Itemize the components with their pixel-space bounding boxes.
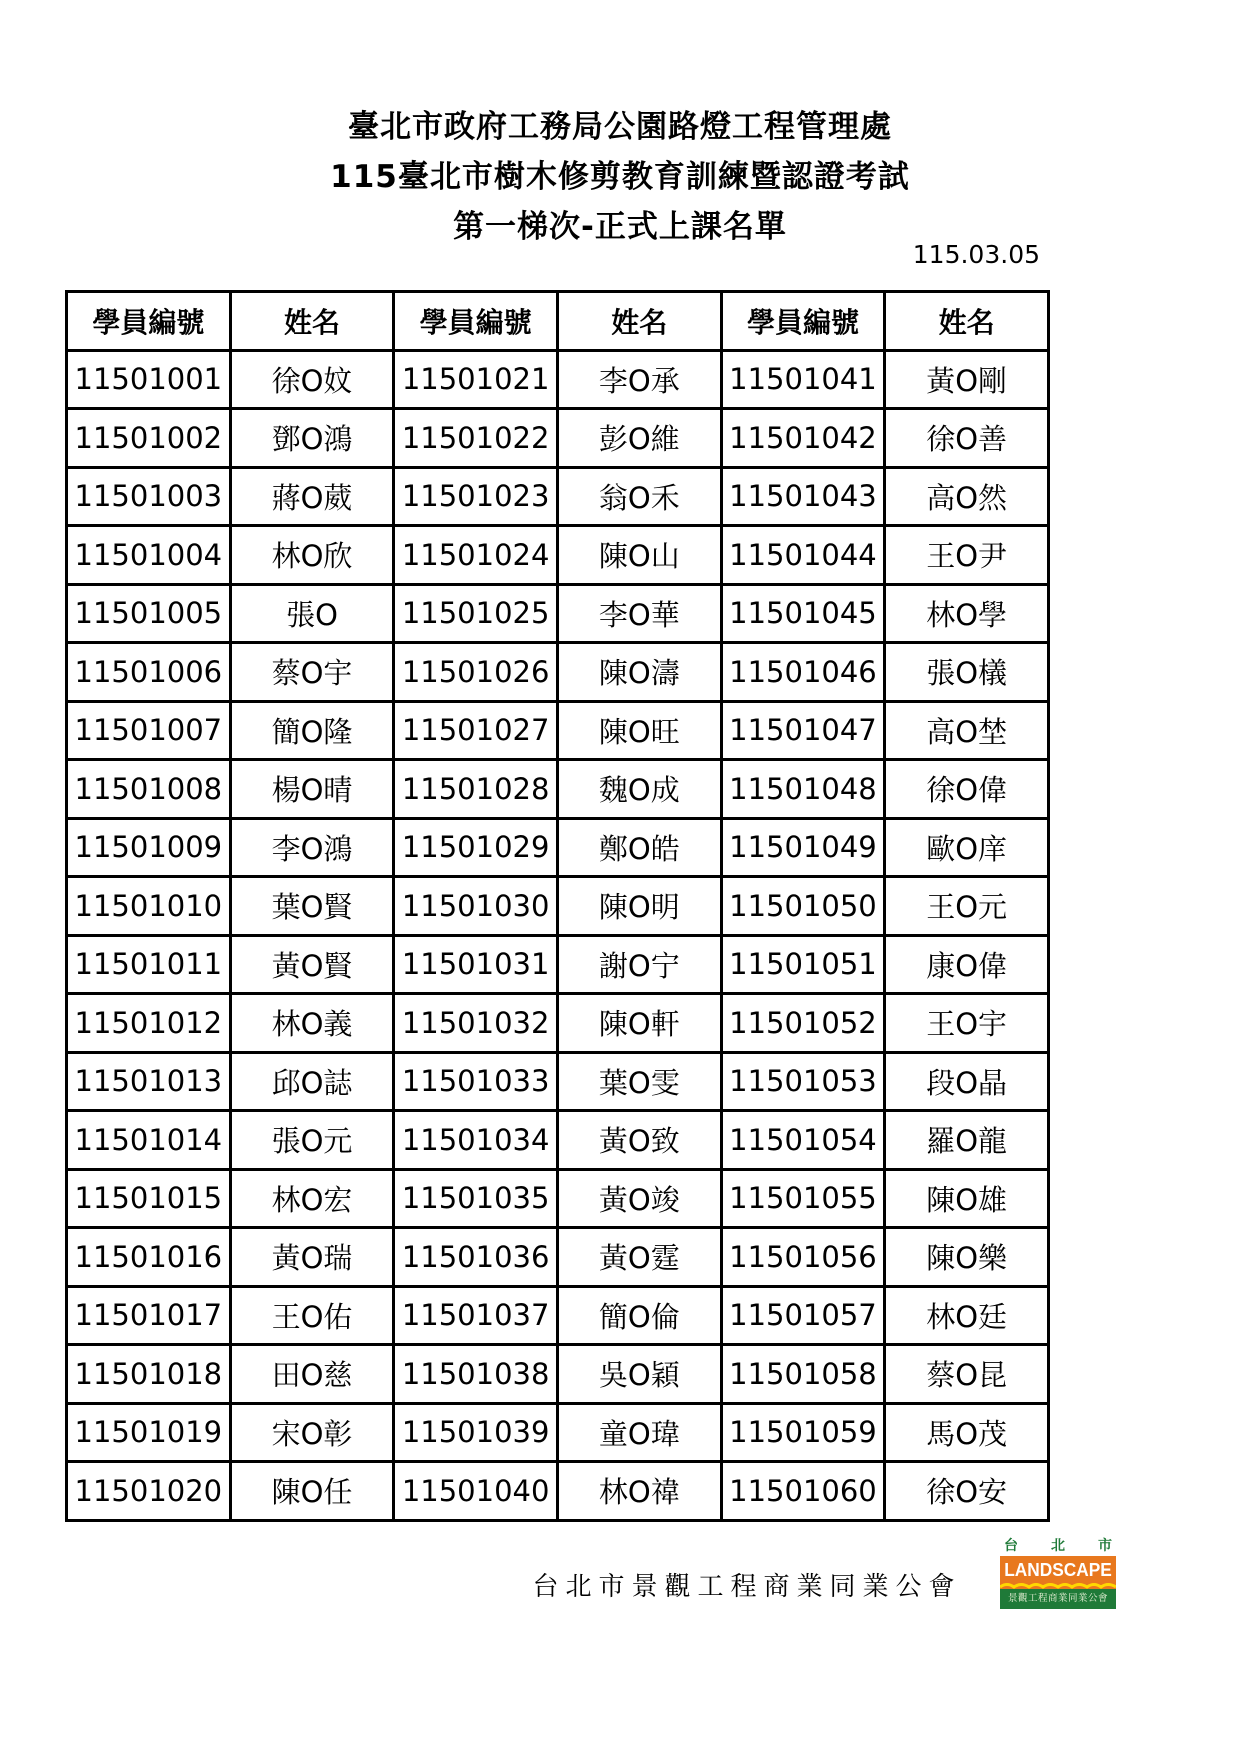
table-row	[67, 818, 1049, 877]
student-id-cell: 11501030	[394, 877, 558, 936]
student-name-cell: 徐O善	[885, 409, 1049, 468]
header-student-id: 學員編號	[67, 292, 231, 351]
header-student-name: 姓名	[885, 292, 1049, 351]
student-id-cell: 11501009	[67, 818, 231, 877]
table-row	[67, 701, 1049, 760]
student-id-cell: 11501054	[721, 1111, 885, 1170]
header-student-id: 學員編號	[721, 292, 885, 351]
student-id-cell: 11501020	[67, 1462, 231, 1521]
student-id-cell: 11501038	[394, 1345, 558, 1404]
table-row	[67, 409, 1049, 468]
logo-top-char: 市	[1098, 1538, 1112, 1554]
student-id-cell: 11501035	[394, 1169, 558, 1228]
student-name-cell: 林O欣	[230, 526, 394, 585]
student-id-cell: 11501034	[394, 1111, 558, 1170]
student-id-cell: 11501049	[721, 818, 885, 877]
student-id-cell: 11501031	[394, 935, 558, 994]
student-name-cell: 蔡O昆	[885, 1345, 1049, 1404]
student-name-cell: 徐O妏	[230, 350, 394, 409]
student-id-cell: 11501021	[394, 350, 558, 409]
student-name-cell: 高O然	[885, 467, 1049, 526]
student-id-cell: 11501026	[394, 643, 558, 702]
logo-bottom-text: 景觀工程商業同業公會	[1000, 1589, 1116, 1609]
student-id-cell: 11501032	[394, 994, 558, 1053]
wave-path	[1000, 1585, 1116, 1588]
student-name-cell: 林O禕	[557, 1462, 721, 1521]
student-id-cell: 11501058	[721, 1345, 885, 1404]
student-name-cell: 張O	[230, 584, 394, 643]
header-row	[67, 292, 1049, 351]
table-row	[67, 1052, 1049, 1111]
student-name-cell: 楊O晴	[230, 760, 394, 819]
student-name-cell: 陳O山	[557, 526, 721, 585]
student-id-cell: 11501016	[67, 1228, 231, 1287]
student-name-cell: 徐O偉	[885, 760, 1049, 819]
student-name-cell: 林O義	[230, 994, 394, 1053]
student-id-cell: 11501014	[67, 1111, 231, 1170]
student-name-cell: 高O埜	[885, 701, 1049, 760]
student-id-cell: 11501051	[721, 935, 885, 994]
table-row	[67, 877, 1049, 936]
table-row	[67, 1462, 1049, 1521]
student-name-cell: 康O偉	[885, 935, 1049, 994]
student-id-cell: 11501019	[67, 1403, 231, 1462]
student-name-cell: 鄧O鴻	[230, 409, 394, 468]
roster-table	[65, 290, 1050, 1522]
student-name-cell: 黃O賢	[230, 935, 394, 994]
student-id-cell: 11501025	[394, 584, 558, 643]
table-row	[67, 935, 1049, 994]
student-name-cell: 童O瑋	[557, 1403, 721, 1462]
student-name-cell: 黃O竣	[557, 1169, 721, 1228]
table-row	[67, 584, 1049, 643]
student-name-cell: 簡O隆	[230, 701, 394, 760]
student-id-cell: 11501015	[67, 1169, 231, 1228]
student-id-cell: 11501022	[394, 409, 558, 468]
footer-organization: 台北市景觀工程商業同業公會	[532, 1572, 962, 1602]
table-row	[67, 994, 1049, 1053]
student-id-cell: 11501013	[67, 1052, 231, 1111]
header-student-name: 姓名	[230, 292, 394, 351]
student-name-cell: 陳O雄	[885, 1169, 1049, 1228]
title-line-2: 115臺北市樹木修剪教育訓練暨認證考試	[330, 159, 910, 195]
table-row	[67, 1228, 1049, 1287]
student-name-cell: 陳O明	[557, 877, 721, 936]
logo-top-char: 台	[1004, 1538, 1018, 1554]
student-id-cell: 11501060	[721, 1462, 885, 1521]
student-name-cell: 宋O彰	[230, 1403, 394, 1462]
student-name-cell: 鄭O皓	[557, 818, 721, 877]
student-name-cell: 李O鴻	[230, 818, 394, 877]
student-id-cell: 11501018	[67, 1345, 231, 1404]
student-id-cell: 11501053	[721, 1052, 885, 1111]
student-name-cell: 張O檥	[885, 643, 1049, 702]
document-title	[0, 102, 1240, 252]
student-name-cell: 黃O瑞	[230, 1228, 394, 1287]
student-id-cell: 11501052	[721, 994, 885, 1053]
student-name-cell: 彭O維	[557, 409, 721, 468]
student-name-cell: 陳O旺	[557, 701, 721, 760]
logo-main-block	[1000, 1556, 1116, 1589]
table-row	[67, 1345, 1049, 1404]
student-id-cell: 11501011	[67, 935, 231, 994]
student-id-cell: 11501044	[721, 526, 885, 585]
student-id-cell: 11501028	[394, 760, 558, 819]
student-name-cell: 王O佑	[230, 1286, 394, 1345]
roster-body	[67, 350, 1049, 1520]
student-name-cell: 徐O安	[885, 1462, 1049, 1521]
student-id-cell: 11501050	[721, 877, 885, 936]
student-name-cell: 陳O軒	[557, 994, 721, 1053]
student-name-cell: 翁O禾	[557, 467, 721, 526]
student-id-cell: 11501008	[67, 760, 231, 819]
student-id-cell: 11501055	[721, 1169, 885, 1228]
student-id-cell: 11501027	[394, 701, 558, 760]
student-id-cell: 11501007	[67, 701, 231, 760]
student-id-cell: 11501005	[67, 584, 231, 643]
student-id-cell: 11501037	[394, 1286, 558, 1345]
student-name-cell: 羅O龍	[885, 1111, 1049, 1170]
table-row	[67, 1286, 1049, 1345]
student-name-cell: 馬O茂	[885, 1403, 1049, 1462]
roster-header	[67, 292, 1049, 351]
table-row	[67, 1169, 1049, 1228]
student-id-cell: 11501002	[67, 409, 231, 468]
table-row	[67, 760, 1049, 819]
student-name-cell: 蔡O宇	[230, 643, 394, 702]
student-name-cell: 蔣O葳	[230, 467, 394, 526]
logo-wave-icon	[1000, 1582, 1116, 1589]
student-id-cell: 11501012	[67, 994, 231, 1053]
student-id-cell: 11501024	[394, 526, 558, 585]
student-name-cell: 吳O穎	[557, 1345, 721, 1404]
student-id-cell: 11501040	[394, 1462, 558, 1521]
student-id-cell: 11501041	[721, 350, 885, 409]
header-student-id: 學員編號	[394, 292, 558, 351]
student-name-cell: 葉O雯	[557, 1052, 721, 1111]
table-row	[67, 1111, 1049, 1170]
student-name-cell: 張O元	[230, 1111, 394, 1170]
student-name-cell: 王O元	[885, 877, 1049, 936]
table-row	[67, 350, 1049, 409]
student-name-cell: 田O慈	[230, 1345, 394, 1404]
student-name-cell: 林O宏	[230, 1169, 394, 1228]
table-row	[67, 467, 1049, 526]
student-id-cell: 11501003	[67, 467, 231, 526]
student-id-cell: 11501001	[67, 350, 231, 409]
student-id-cell: 11501023	[394, 467, 558, 526]
student-id-cell: 11501042	[721, 409, 885, 468]
table-row	[67, 643, 1049, 702]
student-name-cell: 謝O宁	[557, 935, 721, 994]
student-name-cell: 林O學	[885, 584, 1049, 643]
student-id-cell: 11501017	[67, 1286, 231, 1345]
student-name-cell: 黃O剛	[885, 350, 1049, 409]
logo-top-char: 北	[1051, 1538, 1065, 1554]
student-id-cell: 11501006	[67, 643, 231, 702]
student-id-cell: 11501046	[721, 643, 885, 702]
student-id-cell: 11501004	[67, 526, 231, 585]
student-id-cell: 11501048	[721, 760, 885, 819]
student-id-cell: 11501043	[721, 467, 885, 526]
student-name-cell: 陳O濤	[557, 643, 721, 702]
logo-top-text	[1000, 1537, 1116, 1556]
student-name-cell: 段O晶	[885, 1052, 1049, 1111]
student-id-cell: 11501047	[721, 701, 885, 760]
student-id-cell: 11501010	[67, 877, 231, 936]
student-name-cell: 黃O霆	[557, 1228, 721, 1287]
student-name-cell: 歐O庠	[885, 818, 1049, 877]
logo-landscape-text: LANDSCAPE	[1004, 1560, 1112, 1580]
student-name-cell: 李O華	[557, 584, 721, 643]
student-name-cell: 陳O任	[230, 1462, 394, 1521]
student-name-cell: 林O廷	[885, 1286, 1049, 1345]
student-id-cell: 11501039	[394, 1403, 558, 1462]
student-name-cell: 王O尹	[885, 526, 1049, 585]
student-id-cell: 11501057	[721, 1286, 885, 1345]
student-name-cell: 葉O賢	[230, 877, 394, 936]
student-name-cell: 邱O誌	[230, 1052, 394, 1111]
title-line-1: 臺北市政府工務局公園路燈工程管理處	[348, 109, 892, 145]
student-id-cell: 11501056	[721, 1228, 885, 1287]
student-name-cell: 簡O倫	[557, 1286, 721, 1345]
header-student-name: 姓名	[557, 292, 721, 351]
student-id-cell: 11501059	[721, 1403, 885, 1462]
student-id-cell: 11501029	[394, 818, 558, 877]
landscape-association-logo	[1000, 1537, 1116, 1609]
student-name-cell: 魏O成	[557, 760, 721, 819]
student-name-cell: 黃O致	[557, 1111, 721, 1170]
student-name-cell: 李O承	[557, 350, 721, 409]
table-row	[67, 1403, 1049, 1462]
table-row	[67, 526, 1049, 585]
student-name-cell: 陳O樂	[885, 1228, 1049, 1287]
student-id-cell: 11501033	[394, 1052, 558, 1111]
student-name-cell: 王O宇	[885, 994, 1049, 1053]
student-id-cell: 11501036	[394, 1228, 558, 1287]
title-line-3: 第一梯次-正式上課名單	[453, 209, 787, 245]
student-id-cell: 11501045	[721, 584, 885, 643]
date-label: 115.03.05	[912, 240, 1040, 269]
